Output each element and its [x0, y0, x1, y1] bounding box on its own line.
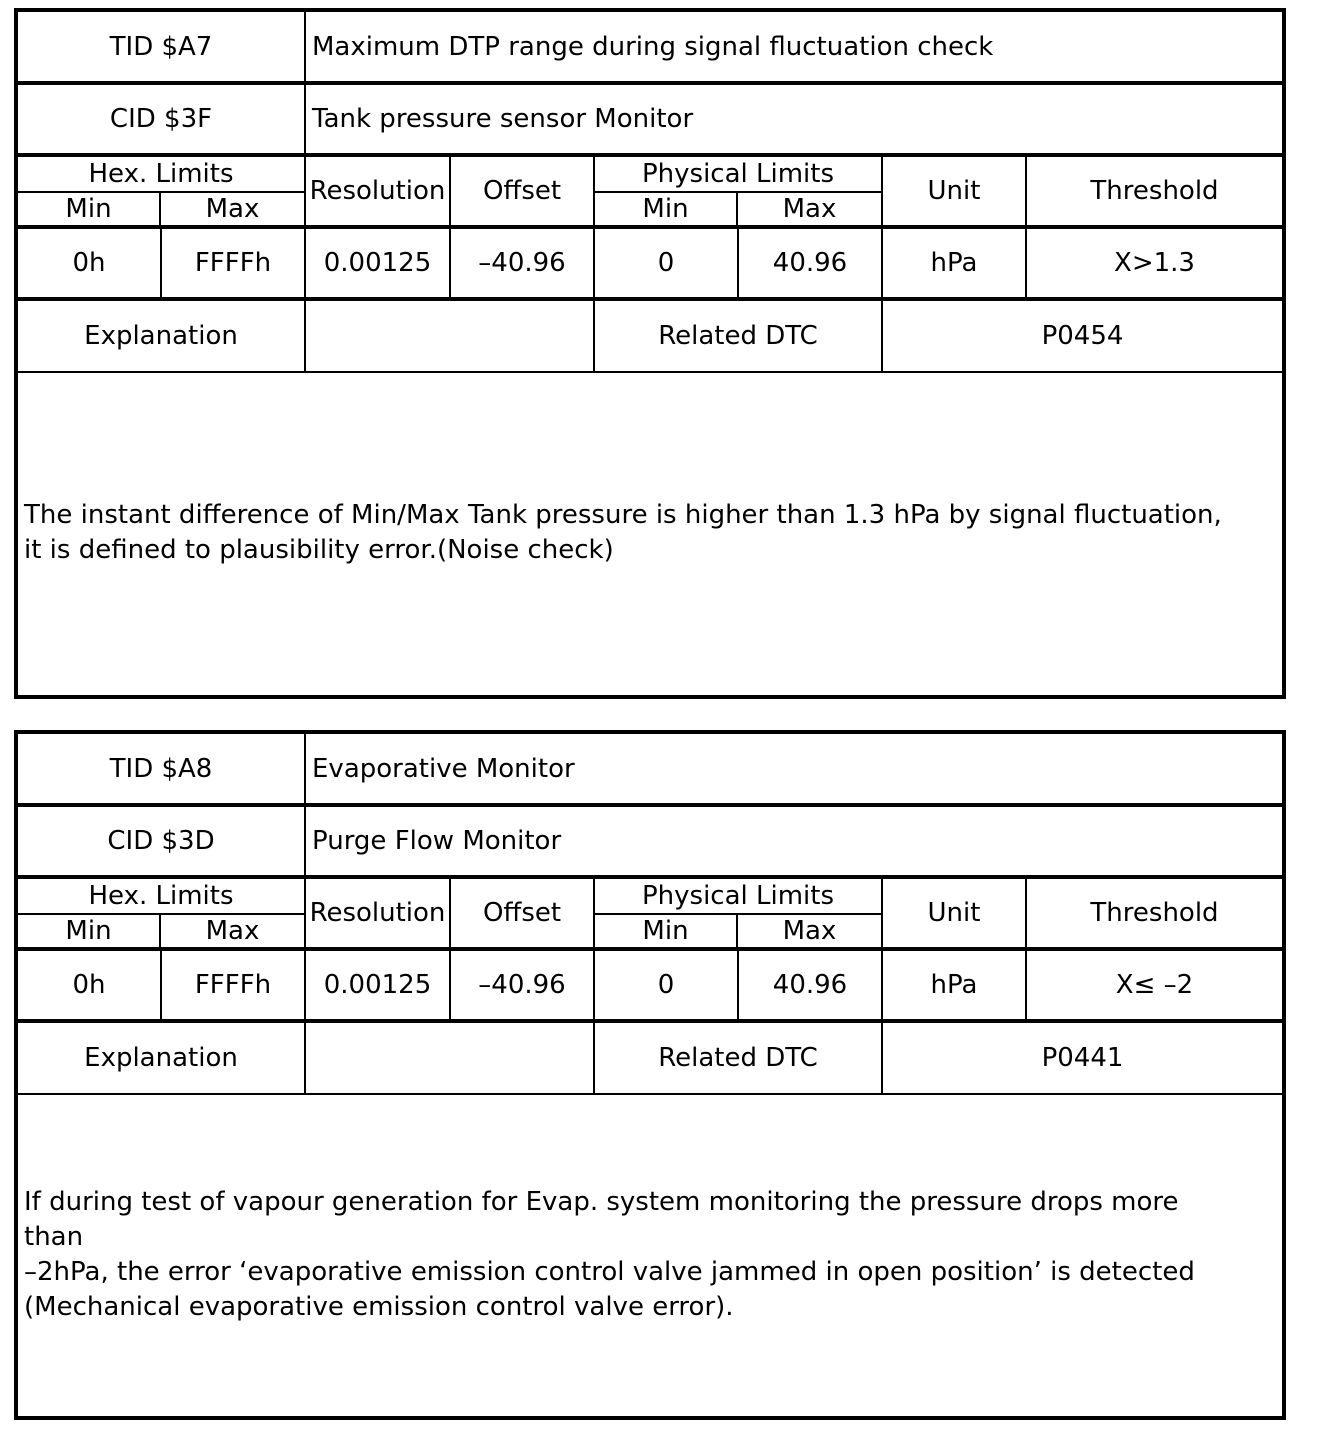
explanation-label: Explanation — [18, 1023, 306, 1093]
limits-header-row — [18, 157, 1282, 229]
tid-label: TID $A7 — [18, 12, 306, 81]
phys-min-value: 0 — [595, 229, 739, 297]
phys-min-value: 0 — [595, 951, 739, 1019]
values-row — [18, 951, 1282, 1023]
hex-limits-header — [18, 879, 306, 947]
related-dtc-label: Related DTC — [595, 301, 883, 371]
tid-value: Maximum DTP range during signal fluctuation check — [312, 31, 994, 62]
phys-max-value: 40.96 — [739, 951, 883, 1019]
resolution-header: Resolution — [306, 157, 451, 225]
values-row — [18, 229, 1282, 301]
description-line: –2hPa, the error ‘evaporative emission control valve jammed in open position’ is detected — [24, 1257, 1195, 1287]
hex-max-value: FFFFh — [162, 229, 306, 297]
description-line: it is defined to plausibility error.(Noise check) — [24, 535, 614, 565]
resolution-value: 0.00125 — [306, 229, 451, 297]
unit-value: hPa — [883, 229, 1027, 297]
threshold-value: X>1.3 — [1114, 248, 1195, 278]
unit-value: hPa — [883, 951, 1027, 1019]
explanation-row — [18, 1023, 1282, 1095]
limits-header-row — [18, 879, 1282, 951]
monitor-table-tid-a7 — [14, 8, 1286, 699]
monitor-table-tid-a8 — [14, 730, 1286, 1420]
cid-label: CID $3D — [18, 807, 306, 875]
related-dtc-label: Related DTC — [595, 1023, 883, 1093]
explanation-blank — [306, 1023, 595, 1093]
phys-max-value: 40.96 — [739, 229, 883, 297]
description-text — [24, 373, 1276, 693]
threshold-header: Threshold — [1090, 898, 1219, 928]
cid-label: CID $3F — [18, 85, 306, 153]
hex-min-header: Min — [18, 915, 161, 947]
description-line: The instant difference of Min/Max Tank pressure is higher than 1.3 hPa by signal fluctuation, — [24, 500, 1222, 530]
offset-header: Offset — [451, 879, 595, 947]
offset-header: Offset — [451, 157, 595, 225]
explanation-label: Explanation — [18, 301, 306, 371]
cid-row — [18, 807, 1282, 879]
hex-limits-title: Hex. Limits — [18, 157, 304, 193]
phys-max-header: Max — [782, 194, 837, 224]
offset-value: –40.96 — [451, 229, 595, 297]
tid-value: Evaporative Monitor — [312, 753, 575, 784]
explanation-row — [18, 301, 1282, 373]
threshold-value: X≤ –2 — [1115, 970, 1194, 1000]
explanation-blank — [306, 301, 595, 371]
description-text — [24, 1095, 1276, 1415]
phys-max-header: Max — [782, 916, 837, 946]
tid-row — [18, 734, 1282, 807]
hex-min-value: 0h — [18, 229, 162, 297]
description-line: (Mechanical evaporative emission control valve error). — [24, 1292, 734, 1322]
hex-max-header: Max — [205, 916, 260, 946]
related-dtc-value: P0454 — [1041, 321, 1124, 351]
phys-min-header: Min — [595, 193, 738, 225]
physical-limits-title: Physical Limits — [595, 879, 881, 915]
physical-limits-header — [595, 879, 883, 947]
unit-header: Unit — [883, 157, 1027, 225]
description-line: If during test of vapour generation for Evap. system monitoring the pressure drops more — [24, 1187, 1179, 1217]
tid-label: TID $A8 — [18, 734, 306, 803]
related-dtc-value: P0441 — [1041, 1043, 1124, 1073]
physical-limits-header — [595, 157, 883, 225]
description-line: than — [24, 1222, 84, 1252]
cid-value: Tank pressure sensor Monitor — [312, 104, 694, 134]
hex-limits-header — [18, 157, 306, 225]
offset-value: –40.96 — [451, 951, 595, 1019]
hex-max-value: FFFFh — [162, 951, 306, 1019]
tid-row — [18, 12, 1282, 85]
physical-limits-title: Physical Limits — [595, 157, 881, 193]
unit-header: Unit — [883, 879, 1027, 947]
resolution-header: Resolution — [306, 879, 451, 947]
hex-min-header: Min — [18, 193, 161, 225]
description-row — [18, 1095, 1282, 1415]
description-row — [18, 373, 1282, 693]
hex-max-header: Max — [205, 194, 260, 224]
resolution-value: 0.00125 — [306, 951, 451, 1019]
cid-row — [18, 85, 1282, 157]
hex-min-value: 0h — [18, 951, 162, 1019]
threshold-header: Threshold — [1090, 176, 1219, 206]
cid-value: Purge Flow Monitor — [312, 826, 562, 856]
phys-min-header: Min — [595, 915, 738, 947]
hex-limits-title: Hex. Limits — [18, 879, 304, 915]
